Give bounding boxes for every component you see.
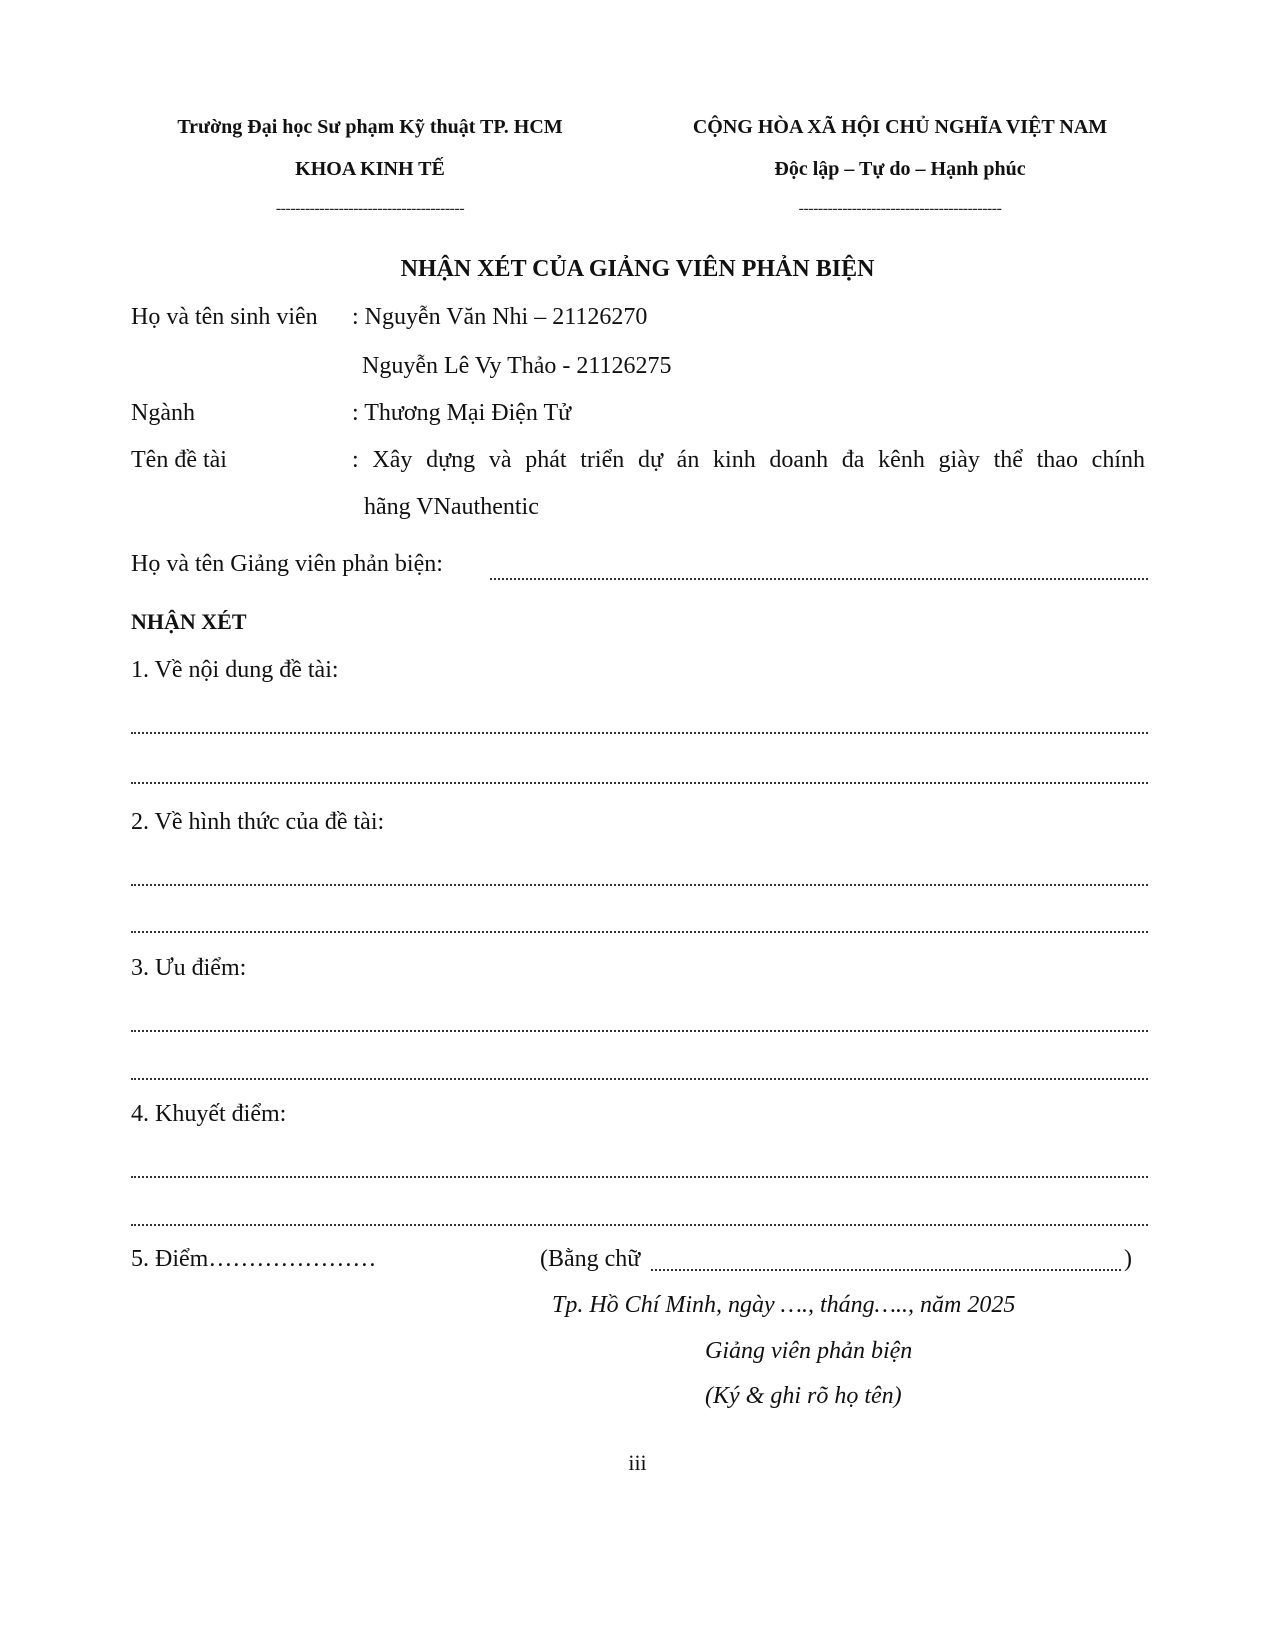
weaknesses-label: 4. Khuyết điểm: bbox=[131, 1101, 287, 1127]
right-header-rule: ------------------------------------------ bbox=[798, 200, 1002, 217]
strengths-dotted-line-2 bbox=[131, 1078, 1148, 1080]
student-1: : Nguyễn Văn Nhi – 21126270 bbox=[352, 304, 648, 330]
score-label: 5. Điểm………………… bbox=[131, 1246, 377, 1272]
strengths-label: 3. Ưu điểm: bbox=[131, 955, 247, 981]
major-label: Ngành bbox=[131, 400, 195, 426]
format-dotted-line-2 bbox=[131, 931, 1148, 933]
comments-heading: NHẬN XÉT bbox=[131, 609, 247, 634]
left-header-rule: --------------------------------------- bbox=[275, 200, 465, 217]
score-in-words-close: ) bbox=[1124, 1246, 1132, 1272]
score-in-words-label: (Bằng chữ bbox=[540, 1246, 641, 1272]
school-name: Trường Đại học Sư phạm Kỹ thuật TP. HCM bbox=[177, 116, 563, 138]
reviewer-label: Họ và tên Giảng viên phản biện: bbox=[131, 551, 443, 577]
reviewer-role: Giảng viên phản biện bbox=[705, 1338, 913, 1364]
topic-line-1: : Xây dựng và phát triển dự án kinh doanh đa kênh giày thể thao chính bbox=[352, 447, 1145, 473]
page-title: NHẬN XÉT CỦA GIẢNG VIÊN PHẢN BIỆN bbox=[400, 256, 875, 282]
student-label: Họ và tên sinh viên bbox=[131, 304, 318, 330]
signature-instruction: (Ký & ghi rõ họ tên) bbox=[705, 1383, 902, 1409]
student-2: Nguyễn Lê Vy Thảo - 21126275 bbox=[362, 353, 672, 379]
place-and-date: Tp. Hồ Chí Minh, ngày …., tháng….., năm 2025 bbox=[552, 1292, 1016, 1318]
format-comment-label: 2. Về hình thức của đề tài: bbox=[131, 809, 385, 835]
reviewer-name-dotted-line bbox=[490, 578, 1148, 580]
national-motto: Độc lập – Tự do – Hạnh phúc bbox=[774, 158, 1026, 180]
faculty-name: KHOA KINH TẾ bbox=[295, 158, 445, 180]
topic-line-2: hãng VNauthentic bbox=[364, 494, 539, 520]
strengths-dotted-line-1 bbox=[131, 1030, 1148, 1032]
weaknesses-dotted-line-2 bbox=[131, 1224, 1148, 1226]
major-value: : Thương Mại Điện Tử bbox=[352, 400, 572, 426]
format-dotted-line-1 bbox=[131, 884, 1148, 886]
content-comment-label: 1. Về nội dung đề tài: bbox=[131, 657, 339, 683]
weaknesses-dotted-line-1 bbox=[131, 1176, 1148, 1178]
score-in-words-dotted-line bbox=[651, 1269, 1121, 1271]
content-dotted-line-2 bbox=[131, 782, 1148, 784]
country-name: CỘNG HÒA XÃ HỘI CHỦ NGHĨA VIỆT NAM bbox=[692, 116, 1108, 138]
content-dotted-line-1 bbox=[131, 732, 1148, 734]
topic-label: Tên đề tài bbox=[131, 447, 227, 473]
page-number: iii bbox=[628, 1450, 647, 1475]
